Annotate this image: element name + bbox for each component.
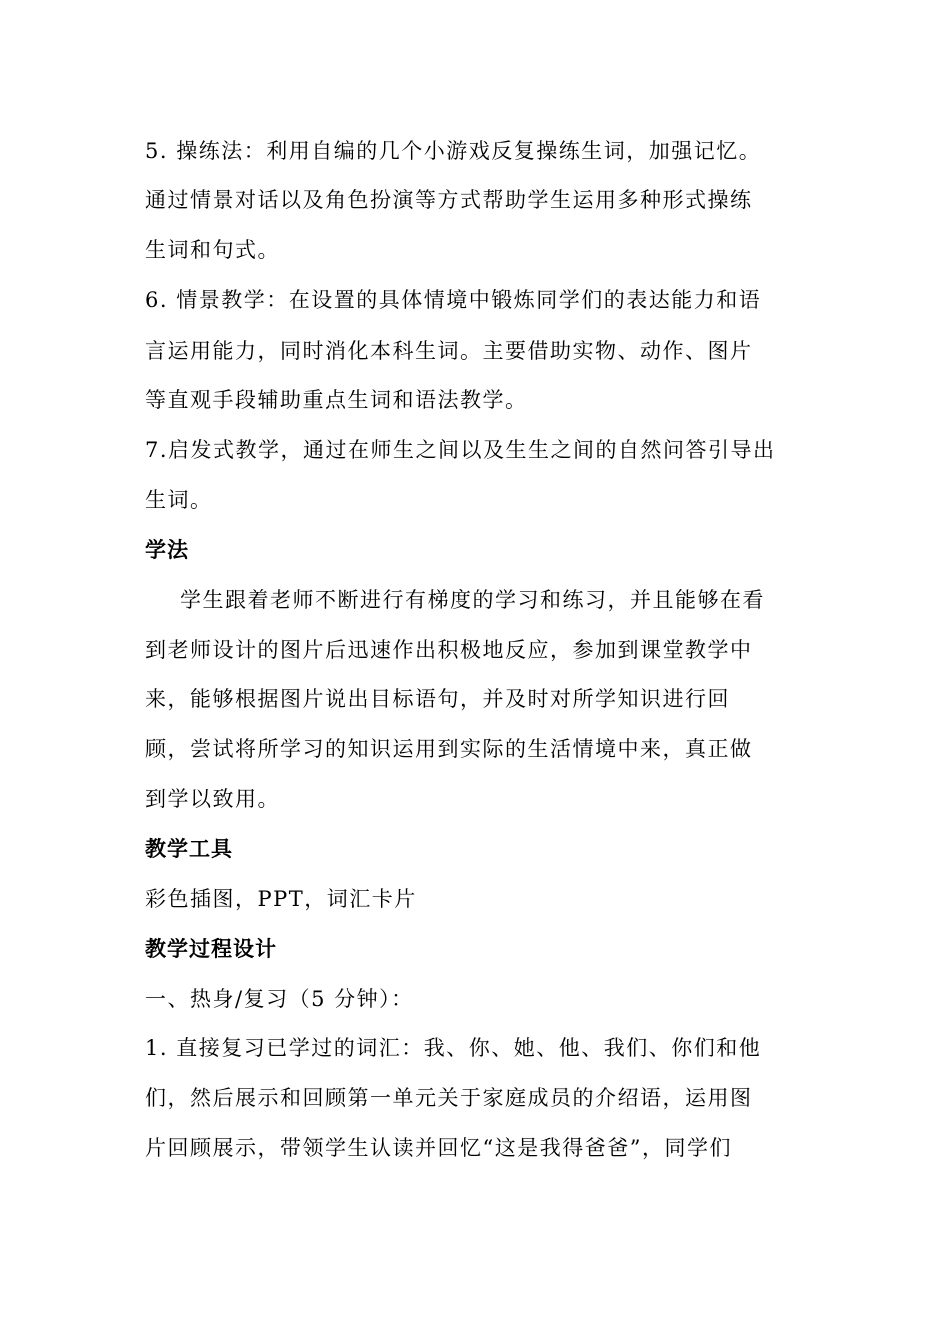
paragraph-line-method-6: 6. 情景教学：在设置的具体情境中锻炼同学们的表达能力和语 xyxy=(145,288,762,312)
paragraph-line: 通过情景对话以及角色扮演等方式帮助学生运用多种形式操练 xyxy=(145,188,753,212)
subheading-warmup: 一、热身/复习（5 分钟）： xyxy=(145,987,414,1011)
paragraph-line: 片回顾展示，带领学生认读并回忆“这是我得爸爸”，同学们 xyxy=(145,1136,732,1160)
paragraph-line-method-5: 5. 操练法：利用自编的几个小游戏反复操练生词，加强记忆。 xyxy=(145,139,762,163)
paragraph-line: 言运用能力，同时消化本科生词。主要借助实物、动作、图片 xyxy=(145,339,753,363)
section-heading-teaching-tools: 教学工具 xyxy=(145,837,233,861)
section-heading-teaching-process: 教学过程设计 xyxy=(145,937,277,961)
paragraph-line: 生词。 xyxy=(145,488,213,512)
paragraph-line-teaching-tools: 彩色插图，PPT，词汇卡片 xyxy=(145,887,417,911)
paragraph-line: 顾，尝试将所学习的知识运用到实际的生活情境中来，真正做 xyxy=(145,737,753,761)
paragraph-line-learning-method: 学生跟着老师不断进行有梯度的学习和练习，并且能够在看 xyxy=(180,588,765,612)
paragraph-line-method-7: 7.启发式教学，通过在师生之间以及生生之间的自然问答引导出 xyxy=(145,438,776,462)
paragraph-line: 来，能够根据图片说出目标语句，并及时对所学知识进行回 xyxy=(145,687,730,711)
paragraph-line: 到老师设计的图片后迅速作出积极地反应，参加到课堂教学中 xyxy=(145,638,753,662)
section-heading-learning-method: 学法 xyxy=(145,538,189,562)
paragraph-line-step-1: 1. 直接复习已学过的词汇：我、你、她、他、我们、你们和他 xyxy=(145,1036,762,1060)
paragraph-line: 们，然后展示和回顾第一单元关于家庭成员的介绍语，运用图 xyxy=(145,1086,753,1110)
paragraph-line: 等直观手段辅助重点生词和语法教学。 xyxy=(145,388,528,412)
paragraph-line: 生词和句式。 xyxy=(145,238,280,262)
paragraph-line: 到学以致用。 xyxy=(145,787,280,811)
